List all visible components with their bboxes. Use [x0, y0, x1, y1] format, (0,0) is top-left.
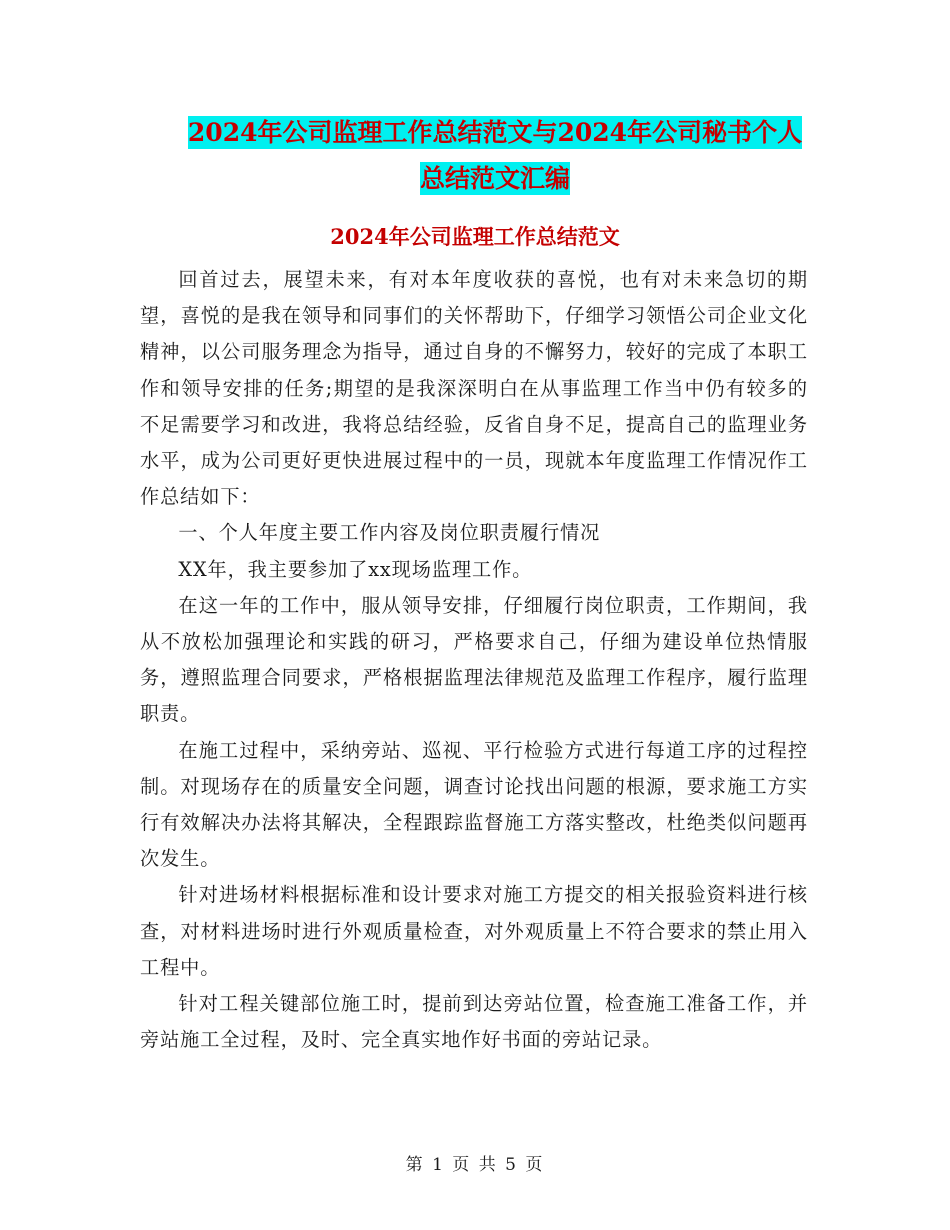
paragraph: 针对进场材料根据标准和设计要求对施工方提交的相关报验资料进行核查，对材料进场时进行外观质量检查，对外观质量上不符合要求的禁止用入工程中。 [140, 883, 808, 979]
paragraph: 一、个人年度主要工作内容及岗位职责履行情况 [178, 521, 601, 545]
section-title: 2024年公司监理工作总结范文 [330, 224, 620, 249]
paragraph: XX年，我主要参加了xx现场监理工作。 [178, 557, 533, 581]
page-footer: 第 1 页 共 5 页 [405, 1155, 545, 1175]
paragraph: 在这一年的工作中，服从领导安排，仔细履行岗位职责，工作期间，我从不放松加强理论和实践的研习，严格要求自己，仔细为建设单位热情服务，遵照监理合同要求，严格根据监理法律规范及监理工作程序，履行监理职责。 [140, 593, 808, 726]
document-body [140, 262, 808, 1058]
paragraph: 在施工过程中，采纳旁站、巡视、平行检验方式进行每道工序的过程控制。对现场存在的质量安全问题，调查讨论找出问题的根源，要求施工方实行有效解决办法将其解决，全程跟踪监督施工方落实整改，杜绝类似问题再次发生。 [140, 738, 808, 871]
paragraph: 针对工程关键部位施工时，提前到达旁站位置，检查施工准备工作，并旁站施工全过程，及时、完全真实地作好书面的旁站记录。 [140, 992, 808, 1052]
document-title [140, 110, 850, 202]
title-line-2: 总结范文汇编 [419, 164, 570, 193]
paragraph: 回首过去，展望未来，有对本年度收获的喜悦，也有对未来急切的期望，喜悦的是我在领导和同事们的关怀帮助下，仔细学习领悟公司企业文化精神，以公司服务理念为指导，通过自身的不懈努力，较好的完成了本职工作和领导安排的任务;期望的是我深深明白在从事监理工作当中仍有较多的不足需要学习和改进，我将总结经验，反省自身不足，提高自己的监理业务水平，成为公司更好更快进展过程中的一员，现就本年度监理工作情况作工作总结如下： [140, 268, 808, 509]
title-line-1: 2024年公司监理工作总结范文与2024年公司秘书个人 [187, 118, 803, 147]
